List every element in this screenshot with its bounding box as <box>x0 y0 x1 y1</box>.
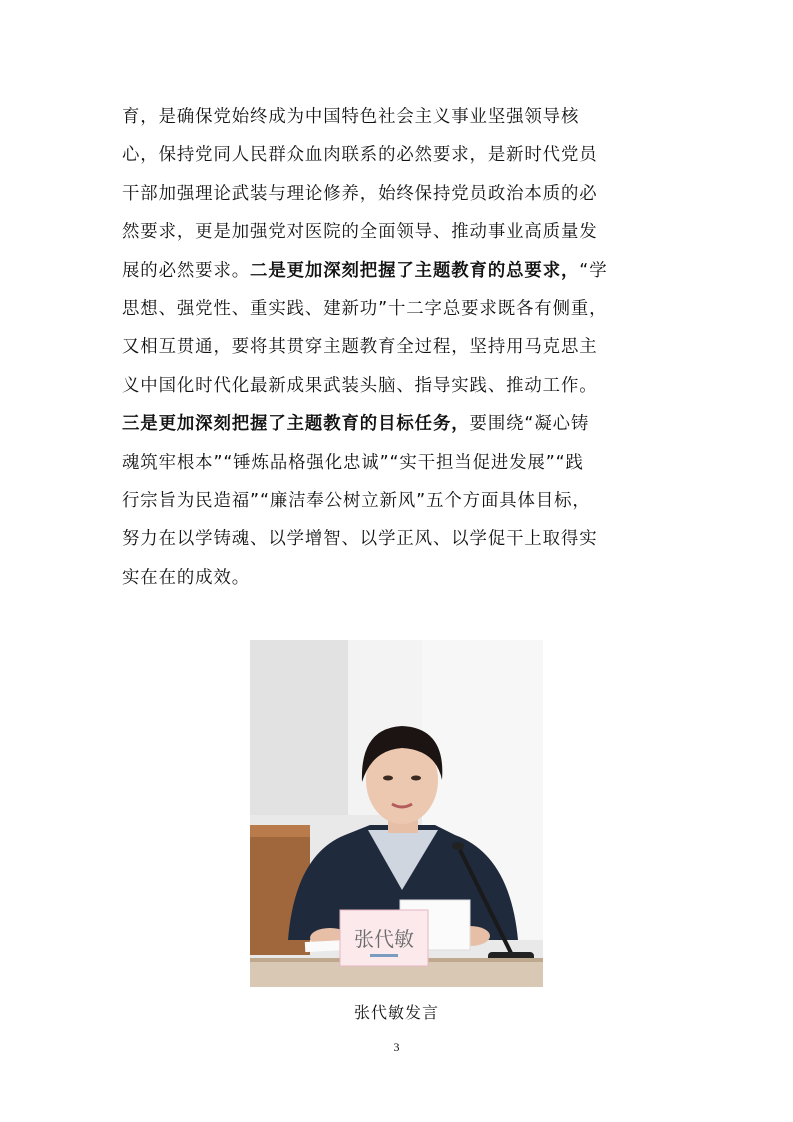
text-line <box>122 136 675 174</box>
text-line <box>122 98 675 136</box>
text-segment: 努力在以学铸魂、以学增智、以学正风、以学促干上取得实 <box>122 529 598 550</box>
text-segment: 然要求，更是加强党对医院的全面领导、推动事业高质量发 <box>122 222 598 243</box>
text-segment: 要围绕“凝心铸 <box>469 414 590 435</box>
photo-caption: 张代敏发言 <box>353 1003 439 1022</box>
bold-text-segment: 三是更加深刻把握了主题教育的目标任务， <box>122 414 470 435</box>
text-segment: 魂筑牢根本”“锤炼品格强化忠诚”“实干担当促进发展”“践 <box>122 452 584 473</box>
text-line <box>122 252 675 290</box>
photo-illustration <box>250 640 543 987</box>
nameplate-text: 张代敏 <box>354 927 414 951</box>
text-segment: 实在在的成效。 <box>122 567 251 588</box>
text-line <box>122 405 675 443</box>
text-line <box>122 213 675 251</box>
text-segment: 心，保持党同人民群众血肉联系的必然要求，是新时代党员 <box>122 145 598 166</box>
text-segment: “学 <box>579 260 608 281</box>
text-segment: 育，是确保党始终成为中国特色社会主义事业坚强领导核 <box>122 107 580 127</box>
text-segment: 义中国化时代化最新成果武装头脑、指导实践、推动工作。 <box>122 375 598 396</box>
text-line <box>122 444 675 482</box>
text-line <box>122 482 675 520</box>
text-segment: 思想、强党性、重实践、建新功”十二字总要求既各有侧重， <box>122 298 608 319</box>
body-text <box>122 98 675 597</box>
text-line <box>122 520 675 558</box>
wall-panel-left <box>250 640 348 815</box>
text-line <box>122 328 675 366</box>
bold-text-segment: 二是更加深刻把握了主题教育的总要求， <box>250 260 580 281</box>
text-segment: 展的必然要求。 <box>122 260 251 281</box>
page-number: 3 <box>393 1040 400 1054</box>
text-line <box>122 290 675 328</box>
text-line <box>122 559 675 597</box>
text-segment: 干部加强理论武装与理论修养，始终保持党员政治本质的必 <box>122 183 598 204</box>
text-line <box>122 367 675 405</box>
text-line <box>122 175 675 213</box>
text-segment: 行宗旨为民造福”“廉洁奉公树立新风”五个方面具体目标， <box>122 490 591 511</box>
speaker-photo <box>250 640 543 987</box>
text-segment: 又相互贯通，要将其贯穿主题教育全过程，坚持用马克思主 <box>122 337 598 358</box>
